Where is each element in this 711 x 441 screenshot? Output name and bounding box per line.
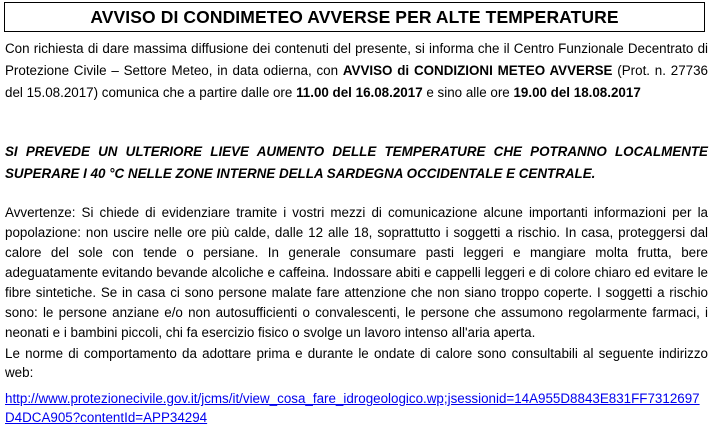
- intro-text-2: (Prot. n. 27736 del 15.08.2017) comunica che a partire dalle ore: [5, 63, 708, 100]
- link-paragraph: [5, 389, 708, 427]
- intro-bold-start: 11.00 del 16.08.2017: [296, 85, 423, 100]
- info-link[interactable]: http://www.protezionecivile.gov.it/jcms/it/view_cosa_fare_idrogeologico.wp;jsessionid=14A955D8843E831FF7312697D4DCA905?contentId=APP34294: [5, 391, 700, 425]
- intro-bold-avviso: AVVISO di CONDIZIONI METEO AVVERSE: [342, 63, 613, 78]
- forecast-paragraph: SI PREVEDE UN ULTERIORE LIEVE AUMENTO DELLE TEMPERATURE CHE POTRANNO LOCALMENTE SUPERARE I 40 °C NELLE ZONE INTERNE DELLA SARDEGNA OCCIDENTALE E CENTRALE.: [5, 144, 708, 181]
- intro-text-3: e sino alle ore: [422, 85, 514, 100]
- warnings-paragraph: Avvertenze: Si chiede di evidenziare tramite i vostri mezzi di comunicazione alcune importanti informazioni per la popolazione: non uscire nelle ore più calde, dalle 12 alle 18, soprattutto i soggetti a rischio. In casa, proteggersi dal calore del sole con tende o persiane. In generale consumare pasti leggeri e mangiare molta frutta, bere adeguatamente evitando bevande alcoliche e caffeina. Indossare abiti e cappelli leggeri e di colore chiaro ed evitare le fibre sintetiche. Se in casa ci sono persone malate fare attenzione che non siano troppo coperte. I soggetti a rischio sono: le persone anziane e/o non autosufficienti o convalescenti, le persone che assumono regolarmente farmaci, i neonati e i bambini piccoli, chi fa esercizio fisico o svolge un lavoro intenso all'aria aperta.: [5, 205, 708, 340]
- intro-bold-end: 19.00 del 18.08.2017: [513, 85, 641, 100]
- title-box: [4, 2, 705, 32]
- page-title: AVVISO DI CONDIMETEO AVVERSE PER ALTE TEMPERATURE: [90, 6, 619, 27]
- intro-text-1: Con richiesta di dare massima diffusione dei contenuti del presente, si informa che il Centro Funzionale Decentrato di Protezione Civile – Settore Meteo, in data odierna, con: [5, 41, 708, 78]
- norms-paragraph: Le norme di comportamento da adottare prima e durante le ondate di calore sono consultabili al seguente indirizzo web:: [5, 346, 708, 380]
- intro-paragraph: [5, 38, 708, 104]
